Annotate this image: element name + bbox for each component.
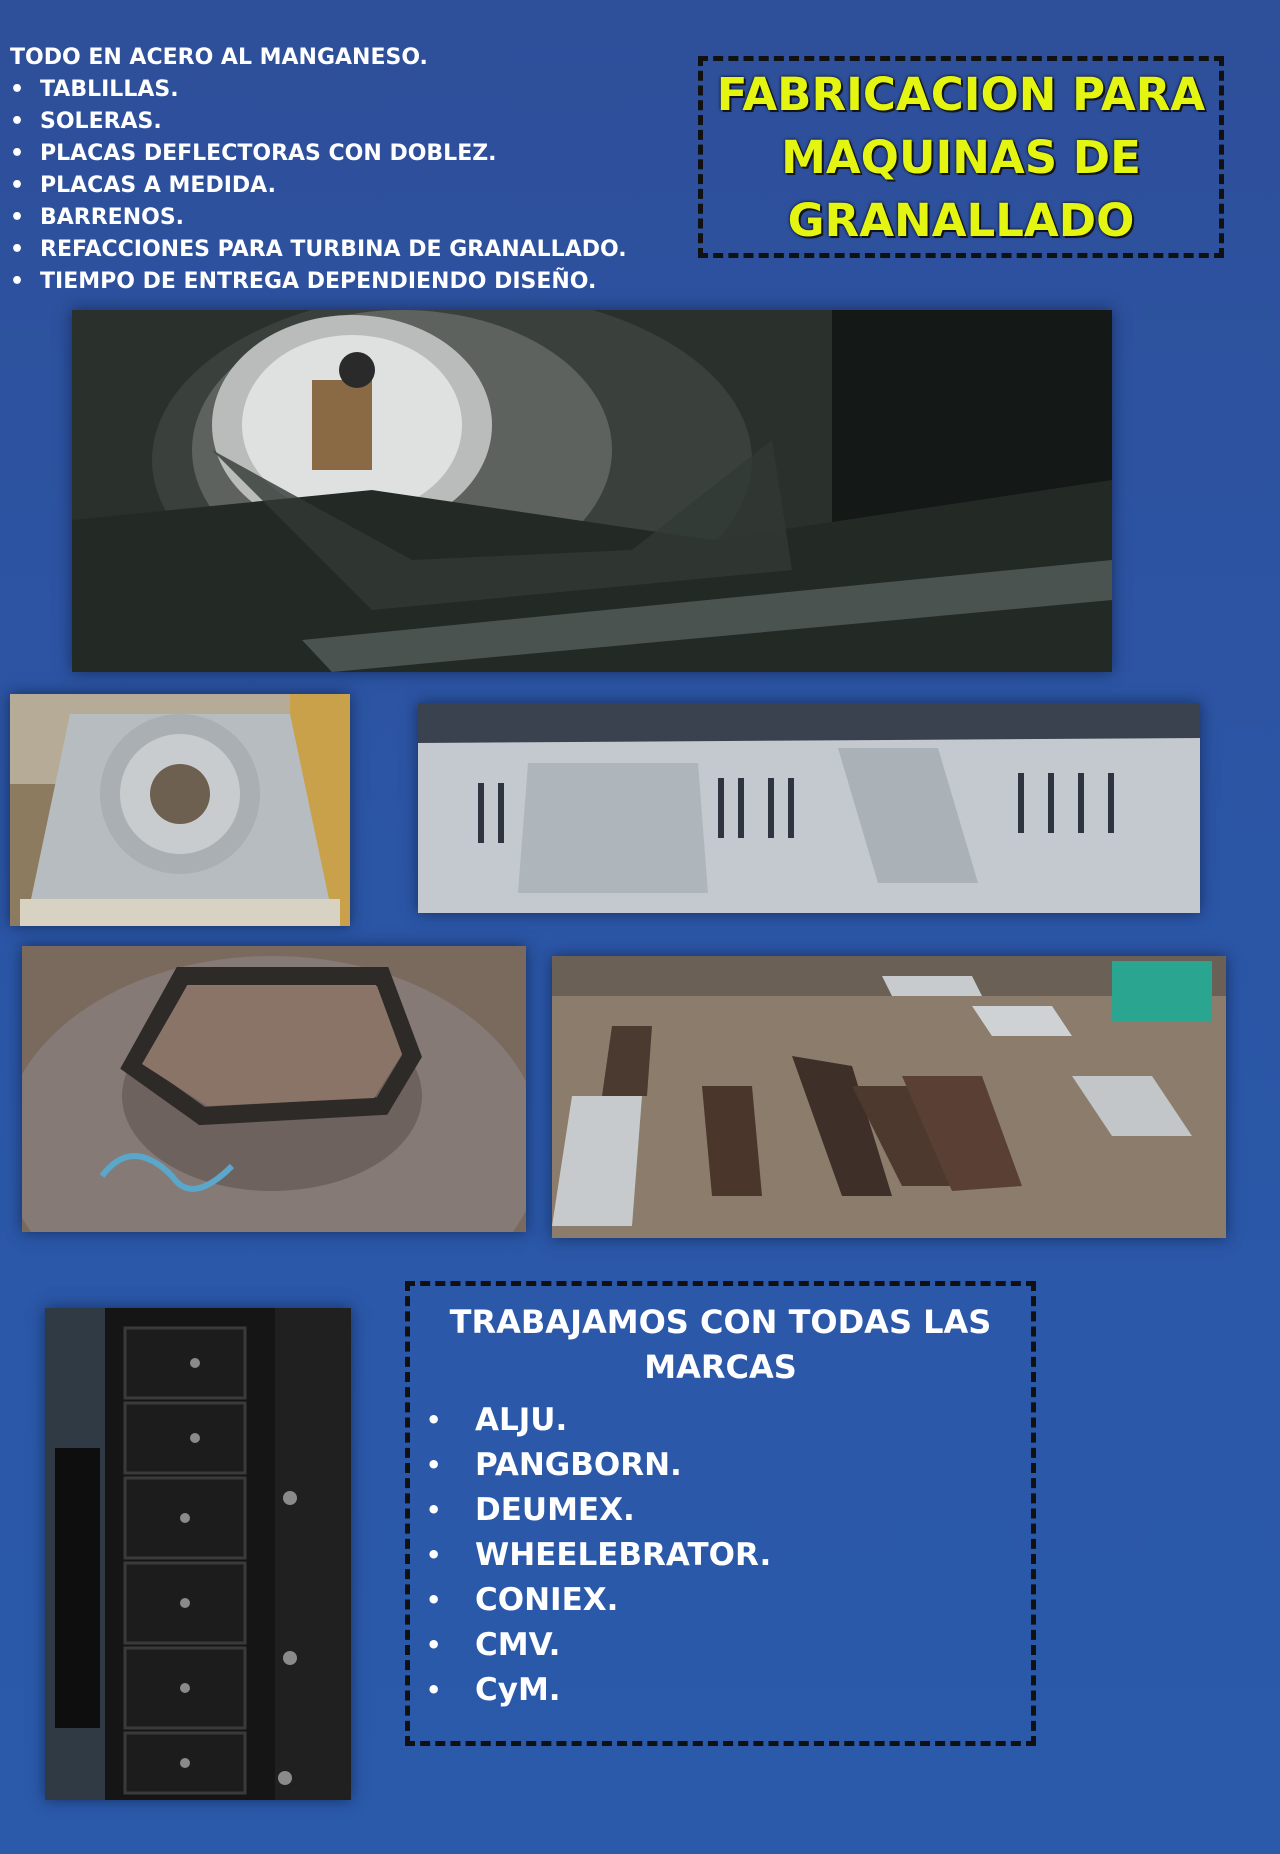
feature-item: • SOLERAS. bbox=[10, 106, 690, 138]
feature-list bbox=[10, 42, 690, 298]
brand-item: • CMV. bbox=[420, 1623, 1031, 1668]
brands-box bbox=[405, 1281, 1036, 1746]
feature-item: • BARRENOS. bbox=[10, 202, 690, 234]
photo-turbine-housing bbox=[10, 694, 350, 926]
page-title bbox=[717, 63, 1205, 252]
brand-item: • CyM. bbox=[420, 1668, 1031, 1713]
feature-item: • PLACAS DEFLECTORAS CON DOBLEZ. bbox=[10, 138, 690, 170]
brand-item: • WHEELEBRATOR. bbox=[420, 1533, 1031, 1578]
photo-deflector-plates bbox=[418, 703, 1200, 913]
title-box bbox=[698, 56, 1224, 258]
feature-item: • TIEMPO DE ENTREGA DEPENDIENDO DISEÑO. bbox=[10, 266, 690, 298]
feature-items bbox=[10, 74, 690, 298]
feature-item: • REFACCIONES PARA TURBINA DE GRANALLADO. bbox=[10, 234, 690, 266]
brands-heading bbox=[420, 1300, 1021, 1390]
brands-heading-line: MARCAS bbox=[644, 1348, 797, 1386]
photo-welded-frame bbox=[22, 946, 526, 1232]
feature-item: • PLACAS A MEDIDA. bbox=[10, 170, 690, 202]
photo-welding-cylinder bbox=[72, 310, 1112, 672]
brand-item: • PANGBORN. bbox=[420, 1443, 1031, 1488]
title-line: GRANALLADO bbox=[787, 193, 1135, 247]
feature-item: • TABLILLAS. bbox=[10, 74, 690, 106]
brand-item: • CONIEX. bbox=[420, 1578, 1031, 1623]
brand-list bbox=[410, 1398, 1031, 1713]
brand-item: • DEUMEX. bbox=[420, 1488, 1031, 1533]
title-line: FABRICACION PARA bbox=[716, 67, 1206, 121]
brands-heading-line: TRABAJAMOS CON TODAS LAS bbox=[449, 1303, 992, 1341]
photo-plates-floor bbox=[552, 956, 1226, 1238]
brand-item: • ALJU. bbox=[420, 1398, 1031, 1443]
photo-installed-liners bbox=[45, 1308, 351, 1800]
feature-heading: TODO EN ACERO AL MANGANESO. bbox=[10, 45, 428, 70]
title-line: MAQUINAS DE bbox=[781, 130, 1141, 184]
